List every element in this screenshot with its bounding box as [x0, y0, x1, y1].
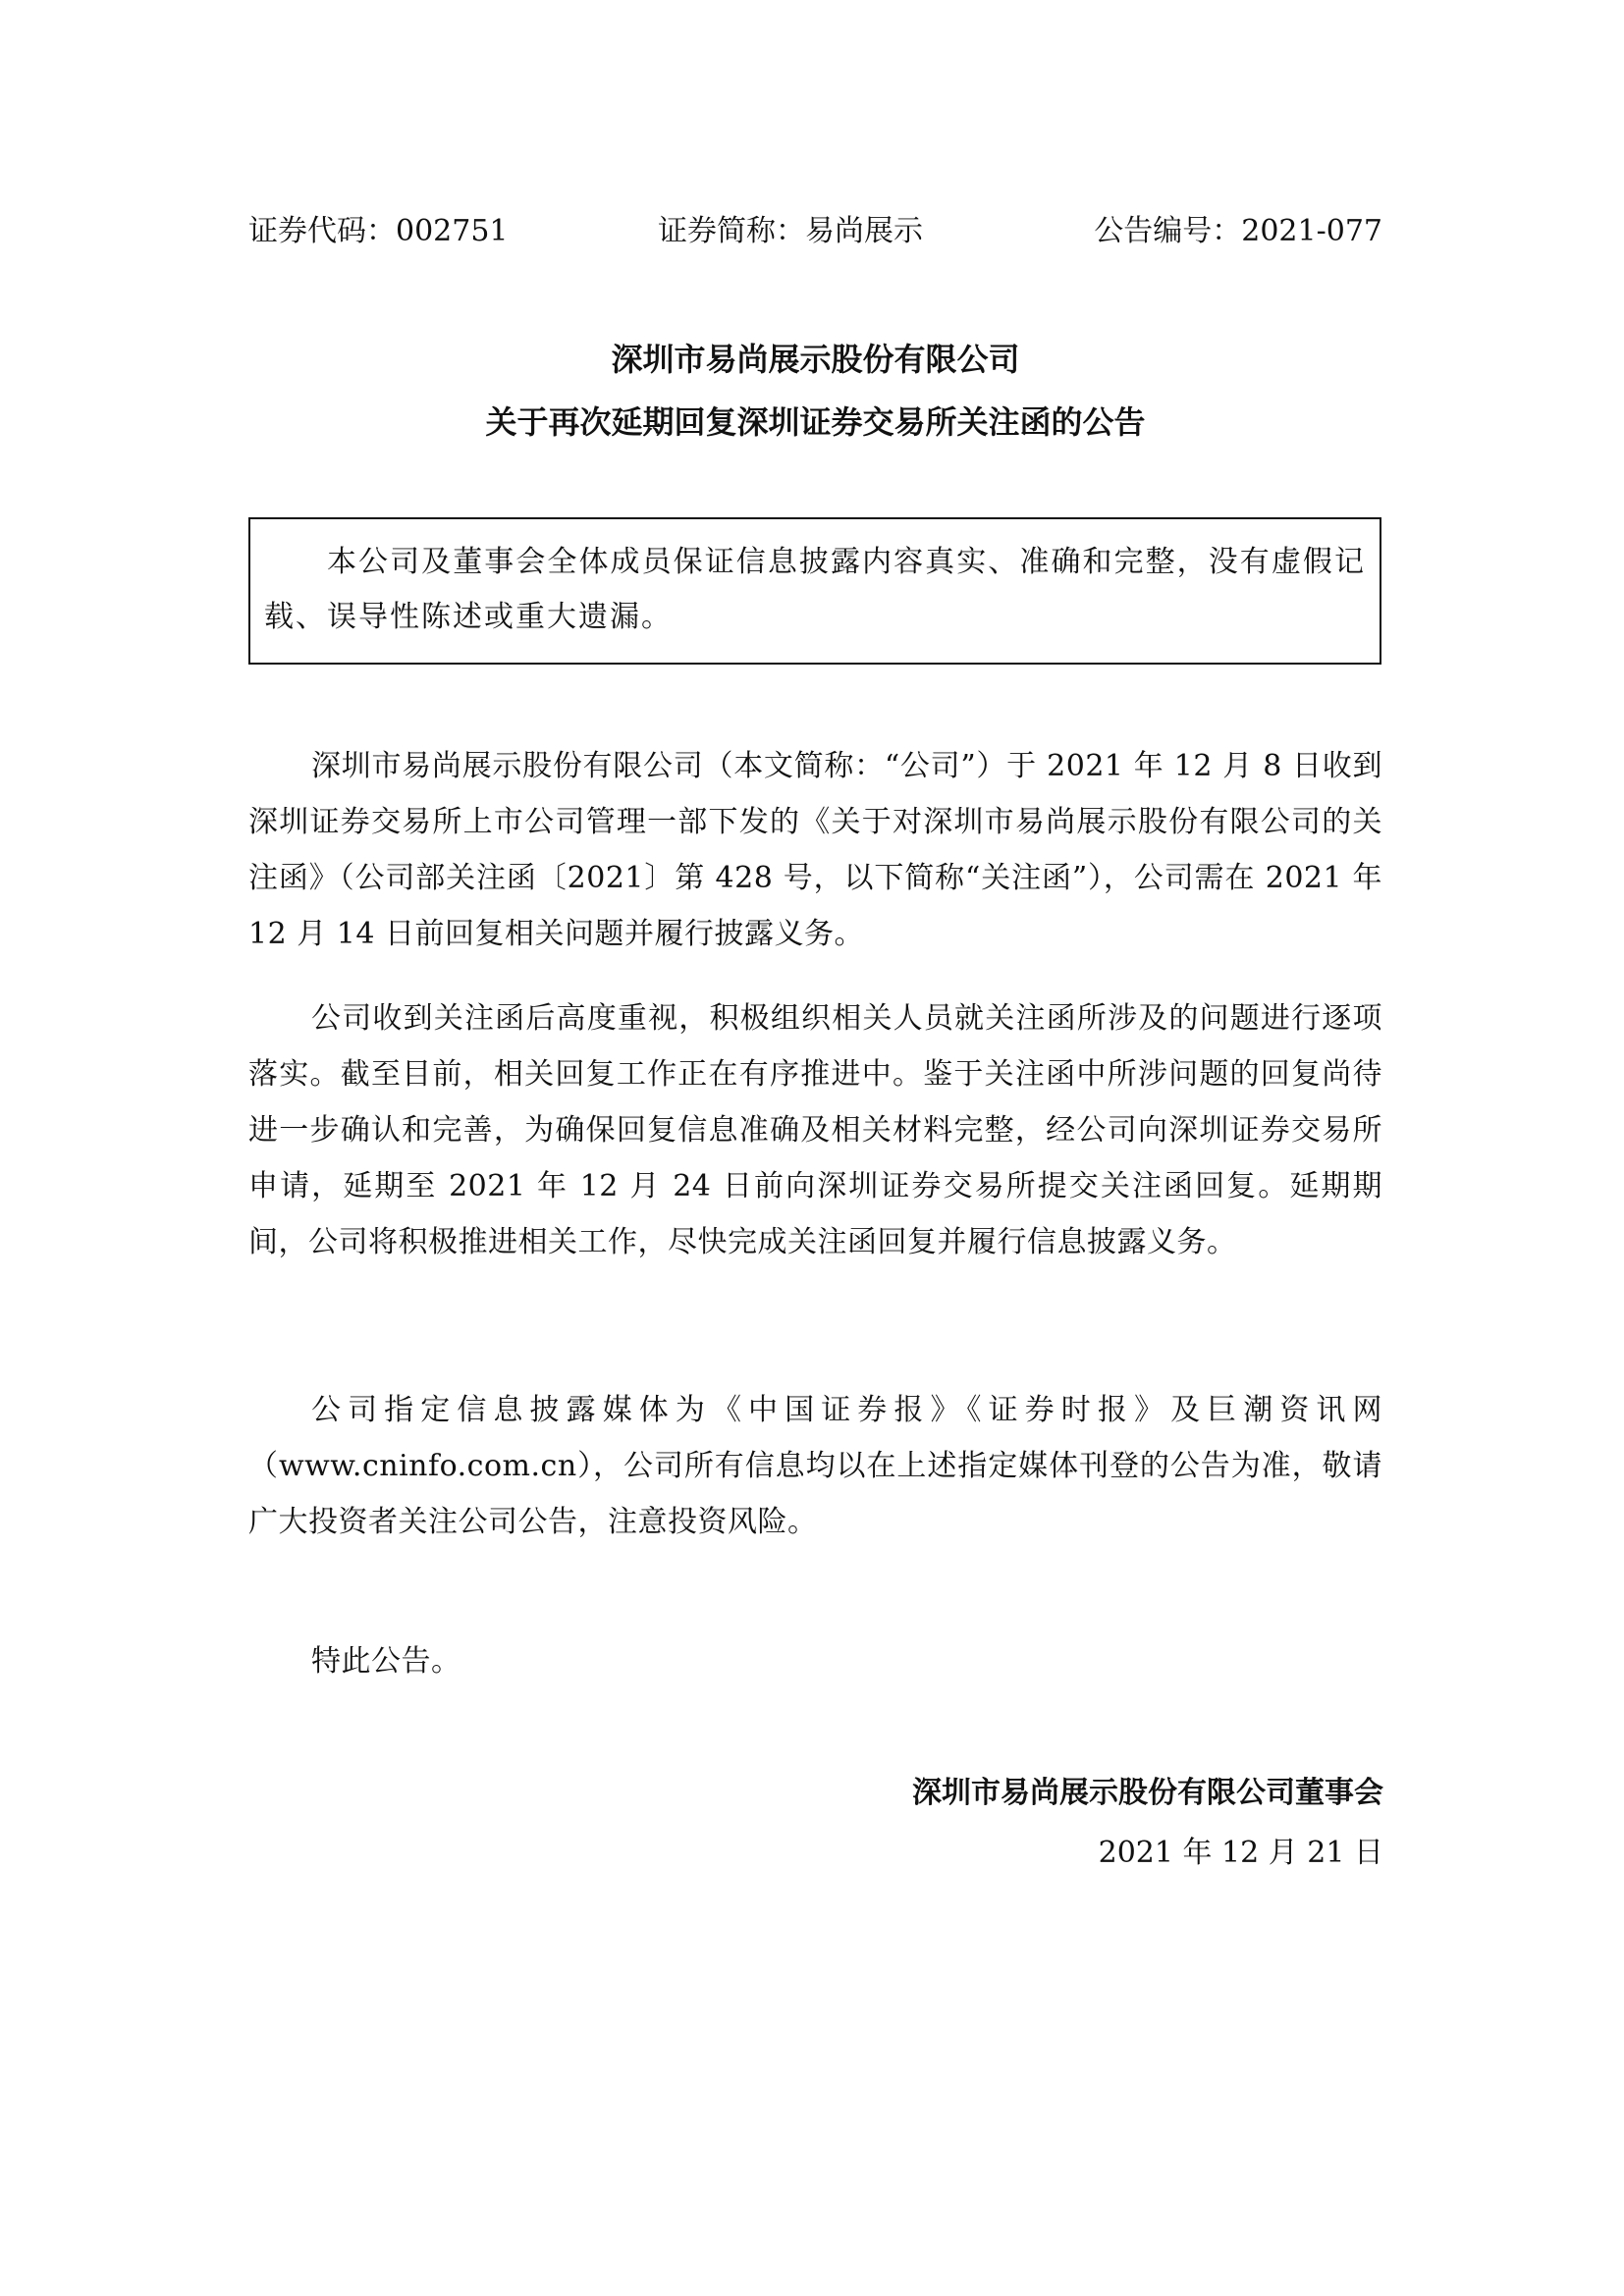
signature-company: 深圳市易尚展示股份有限公司董事会: [912, 1776, 1383, 1810]
signature-date: 2021 年 12 月 21 日: [1098, 1836, 1383, 1870]
paragraph-3: 公司指定信息披露媒体为《中国证券报》《证券时报》及巨潮资讯网（www.cninfo.com.cn），公司所有信息均以在上述指定媒体刊登的公告为准，敬请广大投资者关注公司公告，注意投资风险。: [248, 1393, 1382, 1539]
stock-code: 证券代码：002751: [248, 214, 509, 248]
paragraph-1: 深圳市易尚展示股份有限公司（本文简称：“公司”）于 2021 年 12 月 8 日收到深圳证券交易所上市公司管理一部下发的《关于对深圳市易尚展示股份有限公司的关注函》（公司部关注函〔2021〕第 428 号，以下简称“关注函”），公司需在 2021 年 12 月 14 日前回复相关问题并履行披露义务。: [248, 749, 1382, 951]
notice-title: 关于再次延期回复深圳证券交易所关注函的公告: [485, 403, 1146, 441]
company-title: 深圳市易尚展示股份有限公司: [611, 341, 1020, 378]
closing-statement: 特此公告。: [311, 1644, 461, 1679]
stock-abbreviation: 证券简称：易尚展示: [658, 214, 923, 248]
declaration-box: 本公司及董事会全体成员保证信息披露内容真实、准确和完整，没有虚假记载、误导性陈述或重大遗漏。: [248, 517, 1381, 665]
notice-number: 公告编号：2021-077: [1094, 214, 1382, 248]
header-line: [248, 210, 1382, 253]
paragraph-2: 公司收到关注函后高度重视，积极组织相关人员就关注函所涉及的问题进行逐项落实。截至目前，相关回复工作正在有序推进中。鉴于关注函中所涉问题的回复尚待进一步确认和完善，为确保回复信息准确及相关材料完整，经公司向深圳证券交易所申请，延期至 2021 年 12 月 24 日前向深圳证券交易所提交关注函回复。延期期间，公司将积极推进相关工作，尽快完成关注函回复并履行信息披露义务。: [248, 1001, 1382, 1259]
